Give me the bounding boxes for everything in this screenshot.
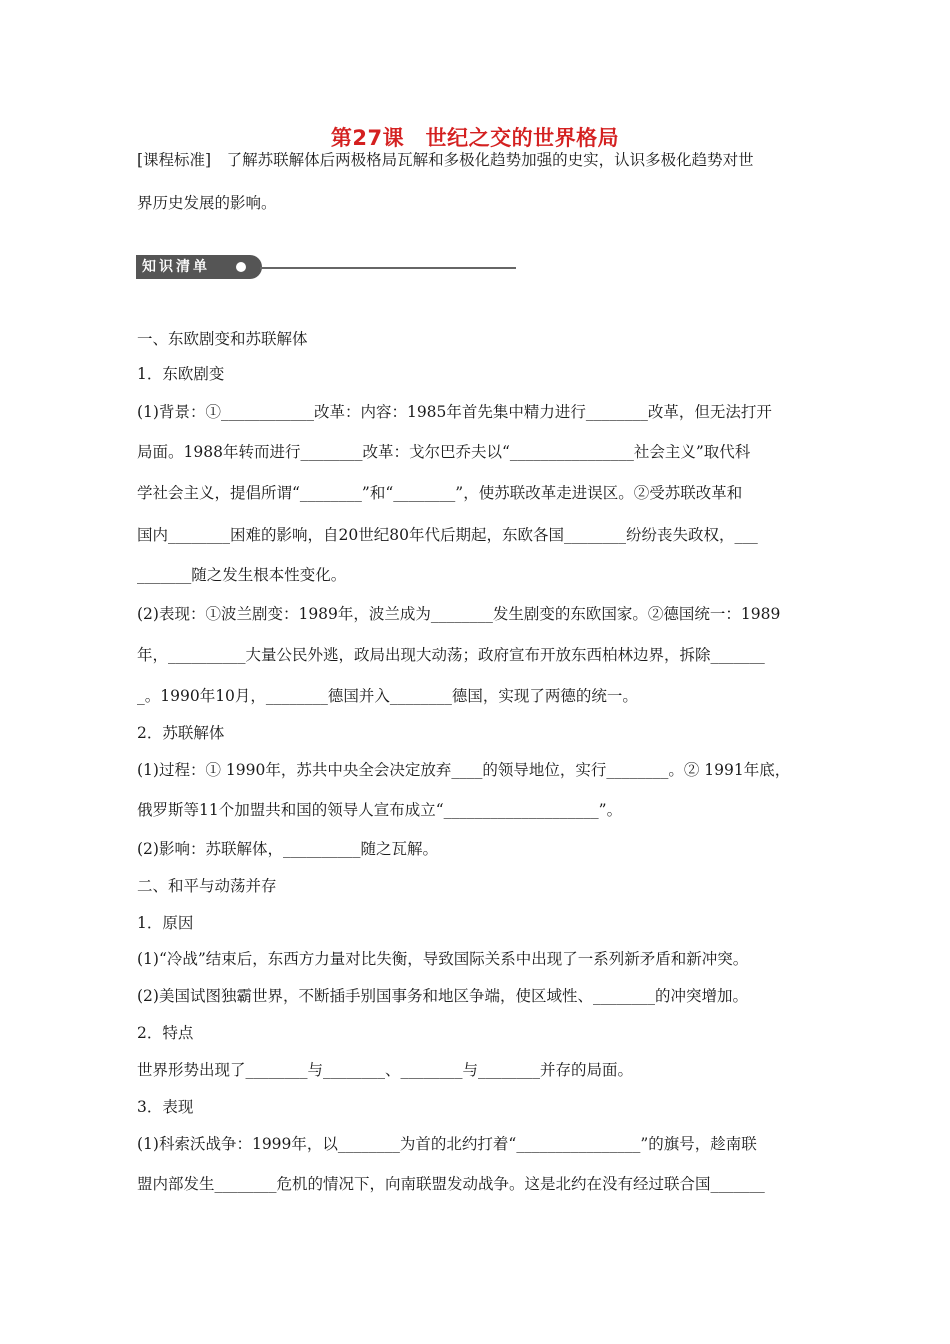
body-line: 1．原因 [137, 914, 194, 932]
body-line: (1)过程：① 1990年，苏共中央全会决定放弃____的领导地位，实行________。② 1991年底， [137, 761, 791, 779]
body-line: 年，__________大量公民外逃，政局出现大动荡；政府宣布开放东西柏林边界，拆除_______ [137, 646, 765, 664]
body-line: 学社会主义，提倡所谓“________”和“________”，使苏联改革走进误区。②受苏联改革和 [137, 484, 743, 502]
body-line: 2．苏联解体 [137, 724, 225, 742]
body-line: (1)背景：①____________改革：内容：1985年首先集中精力进行________改革，但无法打开 [137, 403, 772, 421]
body-line: (2)表现：①波兰剧变：1989年，波兰成为________发生剧变的东欧国家。②德国统一：1989 [137, 605, 781, 623]
section-label: 知识清单 [136, 255, 262, 279]
body-line: 3．表现 [137, 1098, 194, 1116]
body-line: 1．东欧剧变 [137, 365, 225, 383]
body-line: (2)影响：苏联解体，__________随之瓦解。 [137, 840, 438, 858]
body-line: 一、东欧剧变和苏联解体 [137, 330, 308, 348]
bullet-dot-icon [236, 262, 246, 272]
lesson-title: 第27课 世纪之交的世界格局 [330, 126, 620, 150]
body-line: _______随之发生根本性变化。 [137, 566, 347, 584]
curriculum-standard-line-2: 界历史发展的影响。 [137, 194, 277, 212]
body-line: 盟内部发生________危机的情况下，向南联盟发动战争。这是北约在没有经过联合国_______ [137, 1175, 765, 1193]
body-line: (1)“冷战”结束后，东西方力量对比失衡，导致国际关系中出现了一系列新矛盾和新冲突。 [137, 950, 749, 968]
body-line: 局面。1988年转而进行________改革：戈尔巴乔夫以“________________社会主义”取代科 [137, 443, 751, 461]
body-line: (1)科索沃战争：1999年，以________为首的北约打着“________________”的旗号，趁南联 [137, 1135, 757, 1153]
body-line: 世界形势出现了________与________、________与________并存的局面。 [137, 1061, 634, 1079]
body-line: 2．特点 [137, 1024, 194, 1042]
section-divider [260, 267, 516, 269]
body-line: 二、和平与动荡并存 [137, 877, 277, 895]
body-line: 俄罗斯等11个加盟共和国的领导人宣布成立“____________________”。 [137, 801, 623, 819]
body-line: _。1990年10月，________德国并入________德国，实现了两德的统一。 [137, 687, 638, 705]
body-line: 国内________困难的影响，自20世纪80年代后期起，东欧各国________纷纷丧失政权，___ [137, 526, 758, 544]
body-line: (2)美国试图独霸世界，不断插手别国事务和地区争端，使区域性、________的冲突增加。 [137, 987, 748, 1005]
curriculum-standard-line-1: [课程标准] 了解苏联解体后两极格局瓦解和多极化趋势加强的史实，认识多极化趋势对世 [137, 151, 754, 169]
